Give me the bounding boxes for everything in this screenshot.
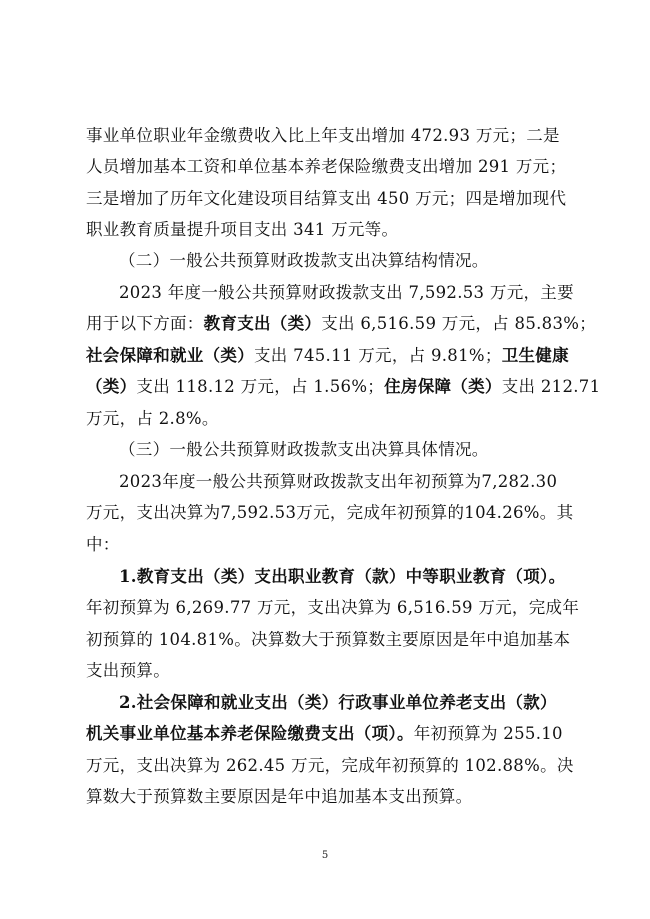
text-run: 支出 6,516.59 万元，占 85.83%； — [321, 314, 597, 333]
paragraph-line — [86, 311, 597, 337]
section-heading: （三）一般公共预算财政拨款支出决算具体情况。 — [119, 440, 489, 459]
bold-category: （类） — [86, 377, 137, 396]
paragraph-line: 支出预算。 — [86, 661, 170, 680]
paragraph-line: 中： — [86, 535, 120, 554]
bold-category: 住房保障（类） — [384, 377, 502, 396]
paragraph-line: 万元，支出决算为 262.45 万元，完成年初预算的 102.88%。决 — [86, 756, 574, 775]
paragraph-line — [86, 374, 601, 400]
text-run: 支出 118.12 万元，占 1.56%； — [136, 377, 385, 396]
paragraph-line: 人员增加基本工资和单位基本养老保险缴费支出增加 291 万元； — [86, 157, 567, 176]
bold-category: 社会保障和就业（类） — [86, 346, 254, 365]
text-run: 支出 745.11 万元，占 9.81%； — [254, 346, 502, 365]
paragraph-line: 职业教育质量提升项目支出 341 万元等。 — [86, 220, 399, 239]
item-heading: 2.社会保障和就业支出（类）行政事业单位养老支出（款） — [119, 693, 557, 712]
text-run: 年初预算为 255.10 — [413, 724, 563, 743]
paragraph-line: 2023 年度一般公共预算财政拨款支出 7,592.53 万元，主要 — [119, 283, 574, 302]
paragraph-line: 三是增加了历年文化建设项目结算支出 450 万元；四是增加现代 — [86, 189, 567, 208]
text-run: 用于以下方面： — [86, 314, 204, 333]
paragraph-line: 万元，支出决算为7,592.53万元，完成年初预算的104.26%。其 — [86, 503, 574, 522]
paragraph-line: 万元，占 2.8%。 — [86, 409, 219, 428]
item-heading: 1.教育支出（类）支出职业教育（款）中等职业教育（项）。 — [119, 567, 566, 586]
paragraph-line: 2023年度一般公共预算财政拨款支出年初预算为7,282.30 — [119, 472, 558, 491]
text-run: 支出 212.71 — [501, 377, 601, 396]
paragraph-line — [86, 343, 576, 369]
paragraph-line — [86, 721, 576, 747]
bold-item-title: 机关事业单位基本养老保险缴费支出（项）。 — [86, 724, 414, 743]
bold-category: 卫生健康 — [501, 346, 569, 365]
paragraph-line: 年初预算为 6,269.77 万元，支出决算为 6,516.59 万元，完成年 — [86, 598, 580, 617]
section-heading: （二）一般公共预算财政拨款支出决算结构情况。 — [119, 251, 489, 270]
paragraph-line: 事业单位职业年金缴费收入比上年支出增加 472.93 万元；二是 — [86, 126, 560, 145]
paragraph-line: 初预算的 104.81%。决算数大于预算数主要原因是年中追加基本 — [86, 630, 571, 649]
paragraph-line: 算数大于预算数主要原因是年中追加基本支出预算。 — [86, 787, 473, 806]
page-number: 5 — [321, 850, 329, 861]
bold-category: 教育支出（类） — [203, 314, 322, 333]
